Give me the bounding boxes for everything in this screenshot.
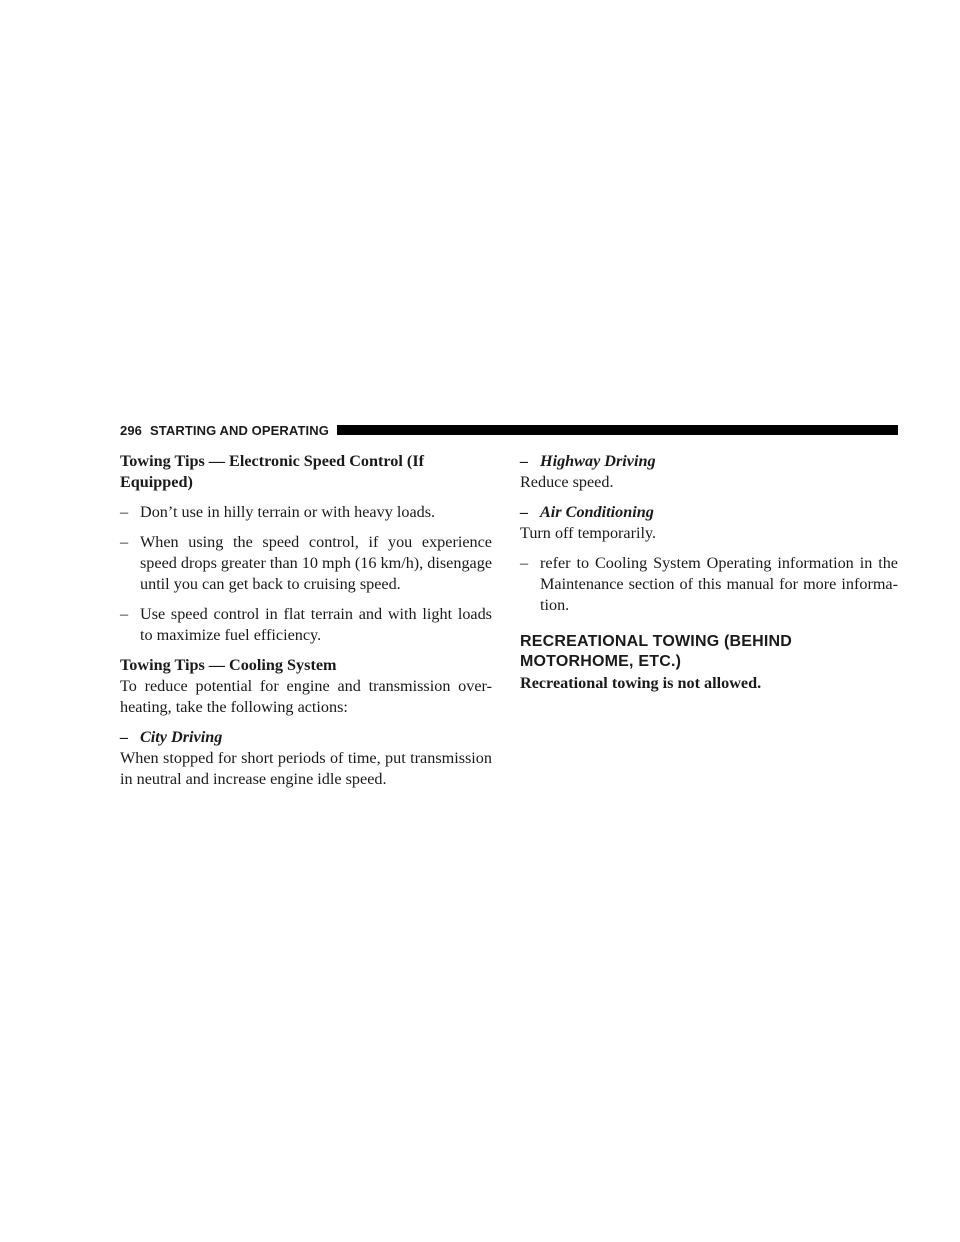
bullet-item <box>120 502 492 523</box>
heading-line-2: MOTORHOME, ETC.) <box>520 653 682 670</box>
recreational-towing-text: Recreational towing is not allowed. <box>520 674 762 692</box>
page-number: 296 <box>120 422 142 438</box>
page-header <box>120 421 898 439</box>
bullet-item <box>120 532 492 595</box>
city-driving-text: When stopped for short periods of time, put transmission in neutral and increase engine idle speed. <box>120 749 492 788</box>
dash-glyph: – <box>520 452 529 470</box>
dash-glyph: – <box>120 605 129 623</box>
dash-glyph: – <box>120 503 129 521</box>
highway-driving-text: Reduce speed. <box>520 473 614 491</box>
air-conditioning-heading <box>520 502 898 523</box>
air-conditioning-text: Turn off temporarily. <box>520 524 657 542</box>
bullet-text: Don’t use in hilly terrain or with heavy loads. <box>140 503 436 521</box>
dash-glyph: – <box>120 728 129 746</box>
air-conditioning-label: Air Conditioning <box>540 503 654 521</box>
bullet-text: When using the speed control, if you experience speed drops greater than 10 mph (16 km/h), disengage until you can get back to cruising speed. <box>140 533 492 593</box>
heading-speed-control: Towing Tips — Electronic Speed Control (If Equipped) <box>120 452 425 491</box>
bullet-text: Use speed control in flat terrain and with light loads to maximize fuel efficiency. <box>140 605 492 644</box>
bullet-item <box>520 553 898 616</box>
cooling-intro: To reduce potential for engine and transmission over-heating, take the following actions: <box>120 677 492 716</box>
city-driving-heading <box>120 727 492 748</box>
highway-driving-heading <box>520 451 898 472</box>
heading-cooling-system: Towing Tips — Cooling System <box>120 656 337 674</box>
dash-glyph: – <box>120 533 129 551</box>
bullet-text: refer to Cooling System Operating information in the Maintenance section of this manual for more informa-tion. <box>540 554 898 614</box>
dash-glyph: – <box>520 554 529 572</box>
section-title: STARTING AND OPERATING <box>150 422 329 438</box>
dash-glyph: – <box>520 503 529 521</box>
right-column <box>520 451 898 694</box>
heading-line-1: RECREATIONAL TOWING (BEHIND <box>520 633 793 650</box>
highway-driving-label: Highway Driving <box>540 452 656 470</box>
recreational-towing-heading <box>520 632 898 672</box>
bullet-item <box>120 604 492 646</box>
left-column <box>120 451 492 790</box>
header-rule <box>337 425 898 435</box>
city-driving-label: City Driving <box>140 728 223 746</box>
